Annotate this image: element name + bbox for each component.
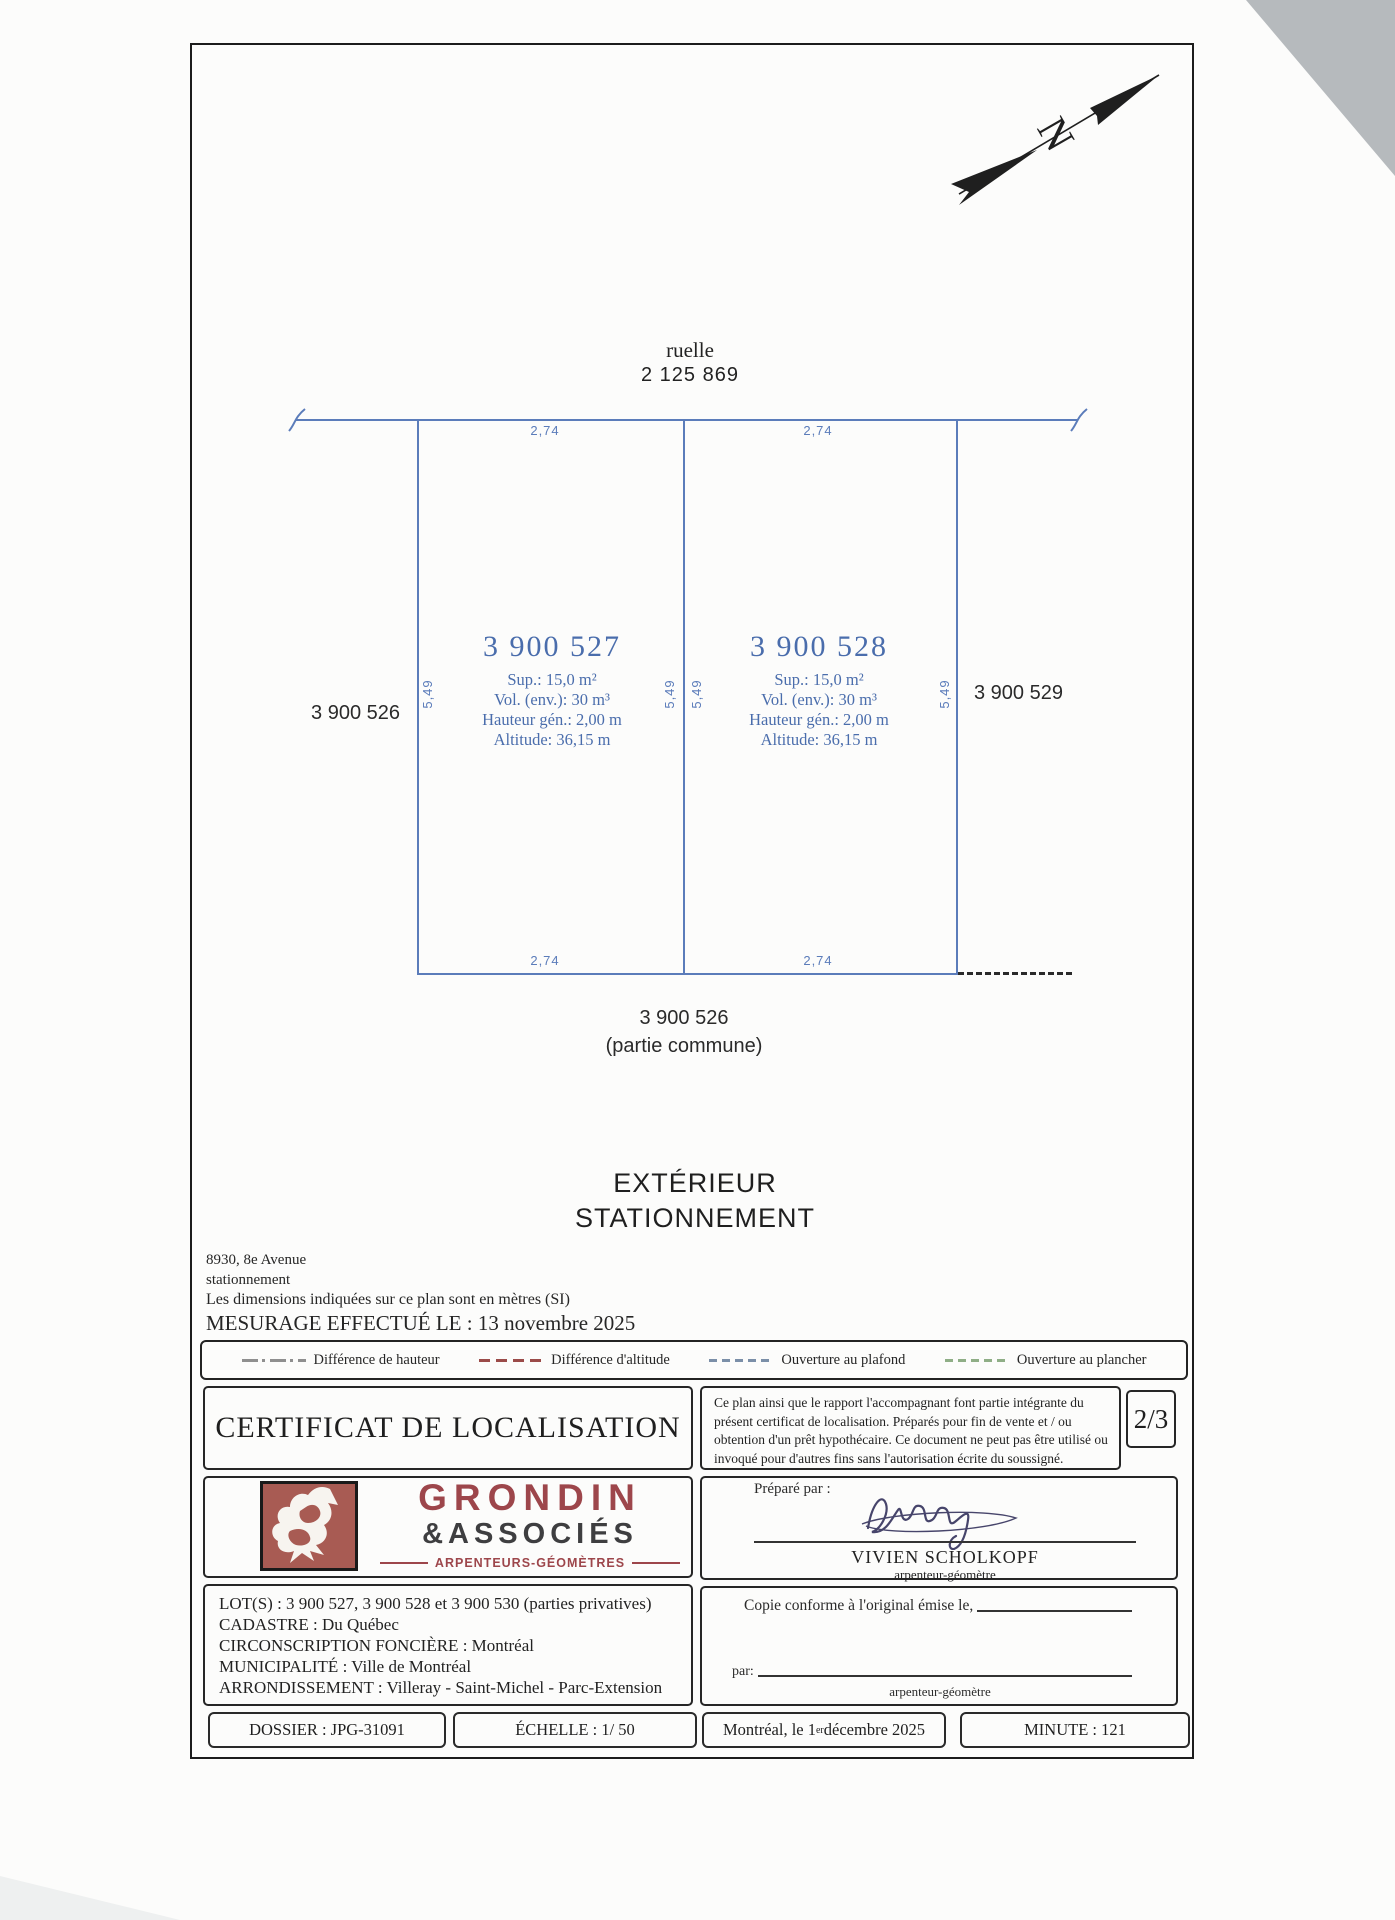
copy-by-blank-line bbox=[758, 1675, 1132, 1677]
footer-date-suffix: décembre 2025 bbox=[823, 1720, 926, 1739]
griffin-logo-icon bbox=[260, 1481, 358, 1571]
lot-2-info bbox=[688, 630, 950, 750]
dim-bottom-left: 2,74 bbox=[530, 953, 560, 968]
signature-line bbox=[754, 1541, 1136, 1543]
note-address: 8930, 8e Avenue bbox=[206, 1252, 307, 1268]
lot-info-cadastre: CADASTRE : Du Québec bbox=[219, 1615, 399, 1634]
lot-1-altitude: Altitude: 36,15 m bbox=[493, 730, 611, 749]
lot-1-info bbox=[421, 630, 683, 750]
subtitle-dash-left bbox=[380, 1562, 428, 1564]
note-units: Les dimensions indiquées sur ce plan sont en mètres (SI) bbox=[206, 1291, 570, 1308]
dim-side-divider-left: 5,49 bbox=[662, 679, 677, 709]
firm-subtitle: ARPENTEURS-GÉOMÈTRES bbox=[434, 1556, 626, 1570]
dim-side-left: 5,49 bbox=[420, 679, 435, 709]
lot-bottom-edge bbox=[417, 973, 958, 975]
street-label: ruelle bbox=[666, 338, 714, 362]
legend-item-plafond bbox=[709, 1352, 905, 1369]
lot-divider bbox=[683, 420, 685, 975]
firm-name-primary: GRONDIN bbox=[418, 1477, 642, 1518]
common-part-dashed-line bbox=[958, 972, 1072, 975]
certified-copy-row bbox=[744, 1597, 1132, 1615]
north-arrow-icon bbox=[945, 58, 1175, 208]
legend-item-hauteur bbox=[242, 1352, 440, 1369]
plan-title-line2: STATIONNEMENT bbox=[575, 1203, 815, 1233]
firm-name-block bbox=[372, 1478, 688, 1570]
scan-corner-artifact bbox=[1246, 0, 1395, 176]
certificate-disclaimer-box: Ce plan ainsi que le rapport l'accompagnant font partie intégrante du présent certificat de localisation. Préparés pour fin de vente et / ou obtention d'un prêt hypothécaire. Ce document ne peut pas être utilisé ou invoqué pour d'autres fins sans l'autorisation écrite du soussigné. bbox=[700, 1386, 1121, 1470]
top-measure-line bbox=[296, 419, 1078, 421]
certified-copy-label: Copie conforme à l'original émise le, bbox=[744, 1597, 974, 1614]
footer-date-ordinal: er bbox=[815, 1724, 824, 1736]
measure-tick-right-icon bbox=[1068, 407, 1090, 433]
lot-2-volume: Vol. (env.): 30 m³ bbox=[761, 690, 877, 709]
firm-name-secondary: &ASSOCIÉS bbox=[422, 1518, 638, 1550]
lot-1-number: 3 900 527 bbox=[483, 630, 621, 663]
dim-side-right: 5,49 bbox=[937, 679, 952, 709]
prepared-by-label: Préparé par : bbox=[754, 1481, 831, 1497]
footer-minute: MINUTE : 121 bbox=[960, 1712, 1190, 1748]
measure-tick-left-icon bbox=[286, 407, 308, 433]
lot-2-altitude: Altitude: 36,15 m bbox=[760, 730, 878, 749]
certificate-title-box bbox=[203, 1386, 693, 1470]
lot-info-circonscription: CIRCONSCRIPTION FONCIÈRE : Montréal bbox=[219, 1636, 534, 1655]
legend-label: Différence d'altitude bbox=[551, 1351, 670, 1368]
lot-1-height: Hauteur gén.: 2,00 m bbox=[482, 710, 622, 729]
dim-bottom-right: 2,74 bbox=[803, 953, 833, 968]
adjacent-lot-right-label: 3 900 529 bbox=[974, 682, 1063, 704]
certificate-title: CERTIFICAT DE LOCALISATION bbox=[215, 1411, 681, 1444]
copy-date-blank-line bbox=[977, 1610, 1132, 1612]
legend-box bbox=[200, 1340, 1188, 1380]
adjacent-lot-left-label: 3 900 526 bbox=[311, 702, 400, 724]
copy-by-row bbox=[732, 1664, 1132, 1680]
legend-label: Différence de hauteur bbox=[313, 1351, 440, 1368]
lot-1-area: Sup.: 15,0 m² bbox=[507, 670, 597, 689]
common-part-note: (partie commune) bbox=[605, 1035, 763, 1057]
surveyor-name: VIVIEN SCHOLKOPF bbox=[851, 1547, 1039, 1567]
legend-item-altitude bbox=[479, 1352, 670, 1369]
dim-side-divider-right: 5,49 bbox=[689, 679, 704, 709]
footer-date-prefix: Montréal, le 1 bbox=[722, 1720, 816, 1739]
lot-right-edge bbox=[956, 420, 958, 975]
ceiling-opening-line-icon bbox=[709, 1359, 773, 1362]
footer-scale: ÉCHELLE : 1/ 50 bbox=[453, 1712, 697, 1748]
lot-left-edge bbox=[417, 420, 419, 975]
street-lot-number: 2 125 869 bbox=[641, 364, 739, 386]
page-number-box: 2/3 bbox=[1126, 1390, 1176, 1448]
plan-title bbox=[545, 1166, 845, 1236]
legend-item-plancher bbox=[945, 1352, 1147, 1369]
copy-surveyor-role: arpenteur-géomètre bbox=[889, 1684, 991, 1699]
lot-2-number: 3 900 528 bbox=[750, 630, 888, 663]
lot-1-volume: Vol. (env.): 30 m³ bbox=[494, 690, 610, 709]
surveyor-role: arpenteur-géomètre bbox=[894, 1567, 996, 1582]
dim-top-right: 2,74 bbox=[803, 423, 833, 438]
height-difference-line-icon bbox=[242, 1359, 306, 1362]
lot-info-municipalite: MUNICIPALITÉ : Ville de Montréal bbox=[219, 1657, 472, 1676]
lot-info-box bbox=[203, 1584, 693, 1706]
copy-by-label: par: bbox=[732, 1664, 754, 1679]
subtitle-dash-right bbox=[632, 1562, 680, 1564]
lot-2-area: Sup.: 15,0 m² bbox=[774, 670, 864, 689]
legend-label: Ouverture au plancher bbox=[1016, 1351, 1147, 1368]
footer-date bbox=[702, 1712, 946, 1748]
lot-info-lots: LOT(S) : 3 900 527, 3 900 528 et 3 900 530 (parties privatives) bbox=[219, 1594, 652, 1613]
altitude-difference-line-icon bbox=[479, 1359, 543, 1362]
common-part-lot-label: 3 900 526 bbox=[639, 1007, 729, 1029]
legend-label: Ouverture au plafond bbox=[781, 1351, 906, 1368]
lot-info-arrondissement: ARRONDISSEMENT : Villeray - Saint-Michel - Parc-Extension bbox=[219, 1678, 663, 1697]
note-usage: stationnement bbox=[206, 1272, 291, 1288]
footer-dossier: DOSSIER : JPG-31091 bbox=[208, 1712, 446, 1748]
scan-edge-artifact bbox=[0, 1876, 180, 1920]
firm-subtitle-row bbox=[372, 1556, 688, 1570]
note-measure-date: MESURAGE EFFECTUÉ LE : 13 novembre 2025 bbox=[206, 1311, 636, 1335]
lot-2-height: Hauteur gén.: 2,00 m bbox=[749, 710, 889, 729]
floor-opening-line-icon bbox=[945, 1359, 1009, 1362]
dim-top-left: 2,74 bbox=[530, 423, 560, 438]
north-letter: N bbox=[1027, 109, 1083, 160]
plan-title-line1: EXTÉRIEUR bbox=[613, 1168, 777, 1198]
